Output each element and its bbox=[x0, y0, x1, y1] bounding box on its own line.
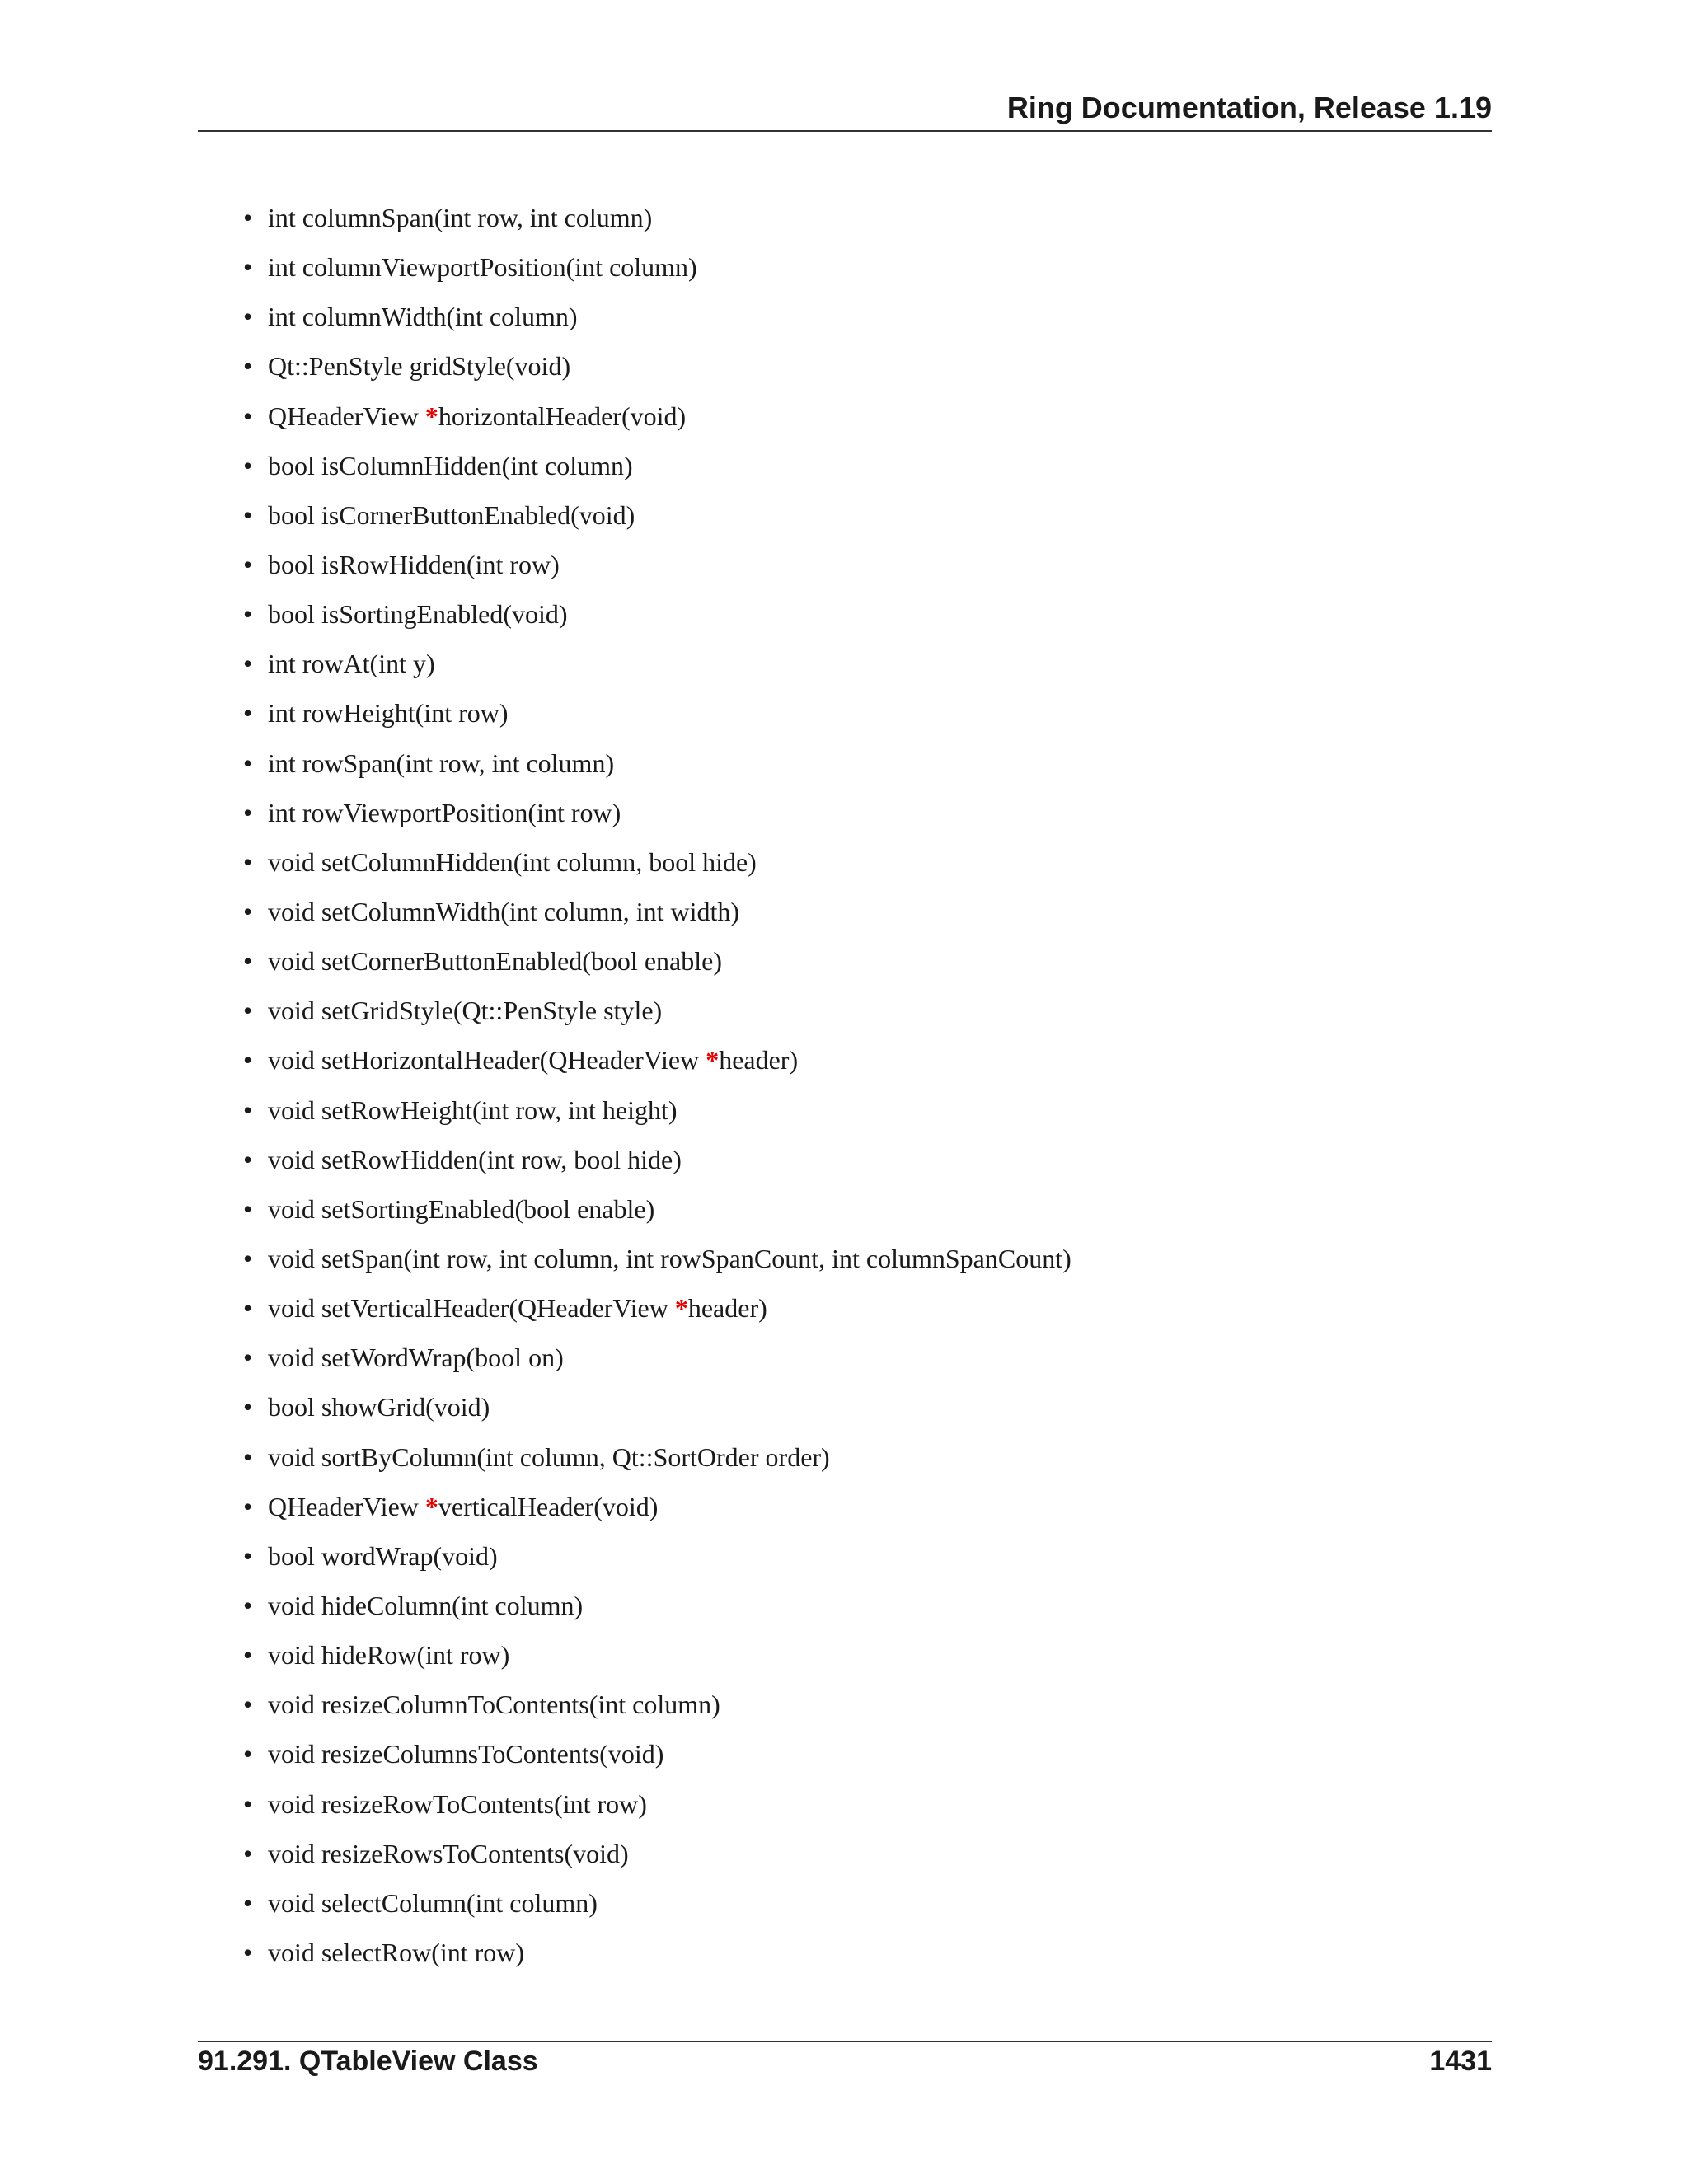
bullet-icon: • bbox=[243, 1540, 253, 1571]
list-item bbox=[0, 1729, 1688, 1779]
list-item bbox=[0, 1085, 1688, 1135]
list-item-text: void setHorizontalHeader(QHeaderView *header) bbox=[268, 1045, 799, 1076]
bullet-icon: • bbox=[243, 1441, 253, 1472]
list-item bbox=[0, 1482, 1688, 1531]
list-item bbox=[0, 738, 1688, 788]
bullet-icon: • bbox=[243, 1193, 253, 1224]
list-item-text: int columnWidth(int column) bbox=[268, 302, 578, 332]
list-item-text: QHeaderView *horizontalHeader(void) bbox=[268, 401, 687, 431]
list-item-text: int rowHeight(int row) bbox=[268, 698, 509, 729]
list-item bbox=[0, 589, 1688, 639]
list-item-text: void setRowHidden(int row, bool hide) bbox=[268, 1144, 682, 1174]
list-item bbox=[0, 1234, 1688, 1283]
bullet-icon: • bbox=[243, 302, 253, 332]
bullet-icon: • bbox=[243, 748, 253, 778]
list-item bbox=[0, 788, 1688, 837]
bullet-icon: • bbox=[243, 1739, 253, 1769]
list-item-text: void setWordWrap(bool on) bbox=[268, 1343, 564, 1373]
bullet-icon: • bbox=[243, 1045, 253, 1076]
list-item-text: bool isCornerButtonEnabled(void) bbox=[268, 499, 635, 530]
list-item-text: void setColumnHidden(int column, bool hide) bbox=[268, 846, 757, 877]
list-item-text: int columnSpan(int row, int column) bbox=[268, 203, 653, 232]
list-item-text: bool showGrid(void) bbox=[268, 1392, 490, 1422]
bullet-icon: • bbox=[243, 599, 253, 630]
list-item bbox=[0, 1531, 1688, 1581]
bullet-icon: • bbox=[243, 203, 253, 232]
page-header-title: Ring Documentation, Release 1.19 bbox=[1006, 91, 1492, 124]
list-item bbox=[0, 441, 1688, 490]
bullet-icon: • bbox=[243, 252, 253, 283]
bullet-icon: • bbox=[243, 1243, 253, 1273]
bullet-icon: • bbox=[243, 1293, 253, 1324]
bullet-icon: • bbox=[243, 1640, 253, 1671]
bullet-icon: • bbox=[243, 1838, 253, 1868]
list-item bbox=[0, 540, 1688, 589]
list-item-text: bool isColumnHidden(int column) bbox=[268, 450, 633, 480]
bullet-icon: • bbox=[243, 1094, 253, 1125]
bullet-icon: • bbox=[243, 1690, 253, 1720]
list-item-text: void setSpan(int row, int column, int rowSpanCount, int columnSpanCount) bbox=[268, 1243, 1071, 1273]
list-item-text: void sortByColumn(int column, Qt::SortOrder order) bbox=[268, 1441, 830, 1472]
bullet-icon: • bbox=[243, 1788, 253, 1819]
list-item-text: Qt::PenStyle gridStyle(void) bbox=[268, 351, 571, 382]
bullet-icon: • bbox=[243, 896, 253, 926]
list-item bbox=[0, 391, 1688, 441]
list-item-text: void setVerticalHeader(QHeaderView *header) bbox=[268, 1293, 767, 1324]
bullet-icon: • bbox=[243, 1590, 253, 1620]
list-item-text: void setColumnWidth(int column, int width) bbox=[268, 896, 740, 926]
list-item-text: int rowAt(int y) bbox=[268, 649, 435, 679]
bullet-icon: • bbox=[243, 549, 253, 579]
list-item bbox=[0, 837, 1688, 887]
list-item-text: void setSortingEnabled(bool enable) bbox=[268, 1193, 655, 1224]
list-item-text: bool isRowHidden(int row) bbox=[268, 549, 560, 579]
list-item bbox=[0, 1878, 1688, 1928]
list-item bbox=[0, 1680, 1688, 1729]
list-item bbox=[0, 292, 1688, 341]
list-item-text: void setRowHeight(int row, int height) bbox=[268, 1094, 678, 1125]
list-item bbox=[0, 887, 1688, 936]
bullet-icon: • bbox=[243, 1144, 253, 1174]
list-item-text: bool isSortingEnabled(void) bbox=[268, 599, 568, 630]
list-item-text: bool wordWrap(void) bbox=[268, 1540, 498, 1571]
list-item-text: QHeaderView *verticalHeader(void) bbox=[268, 1491, 659, 1521]
bullet-icon: • bbox=[243, 1343, 253, 1373]
list-item bbox=[0, 1630, 1688, 1680]
bullet-icon: • bbox=[243, 996, 253, 1026]
bullet-icon: • bbox=[243, 351, 253, 382]
list-item-text: void hideRow(int row) bbox=[268, 1640, 510, 1671]
list-item bbox=[0, 1283, 1688, 1333]
list-item-text: int rowViewportPosition(int row) bbox=[268, 797, 621, 827]
list-item-text: void resizeRowsToContents(void) bbox=[268, 1838, 629, 1868]
list-item-text: void selectRow(int row) bbox=[268, 1937, 525, 1967]
list-item-text: int rowSpan(int row, int column) bbox=[268, 748, 615, 778]
bullet-icon: • bbox=[243, 499, 253, 530]
bullet-icon: • bbox=[243, 1392, 253, 1422]
bullet-icon: • bbox=[243, 450, 253, 480]
list-item-text: void setCornerButtonEnabled(bool enable) bbox=[268, 946, 722, 977]
page-number: 1431 bbox=[1429, 2046, 1492, 2077]
list-item bbox=[0, 341, 1688, 391]
method-list bbox=[0, 193, 1688, 1977]
bullet-icon: • bbox=[243, 1887, 253, 1918]
bullet-icon: • bbox=[243, 698, 253, 729]
header-divider bbox=[198, 130, 1492, 132]
list-item-text: void resizeColumnsToContents(void) bbox=[268, 1739, 664, 1769]
bullet-icon: • bbox=[243, 846, 253, 877]
list-item bbox=[0, 688, 1688, 738]
list-item bbox=[0, 1581, 1688, 1630]
bullet-icon: • bbox=[243, 1937, 253, 1967]
list-item-text: void resizeRowToContents(int row) bbox=[268, 1788, 647, 1819]
list-item bbox=[0, 1135, 1688, 1184]
list-item bbox=[0, 1333, 1688, 1382]
list-item bbox=[0, 1779, 1688, 1829]
list-item bbox=[0, 490, 1688, 540]
footer-divider bbox=[198, 2041, 1492, 2042]
list-item bbox=[0, 986, 1688, 1035]
list-item-text: void hideColumn(int column) bbox=[268, 1590, 584, 1620]
bullet-icon: • bbox=[243, 797, 253, 827]
list-item-text: void selectColumn(int column) bbox=[268, 1887, 598, 1918]
bullet-icon: • bbox=[243, 1491, 253, 1521]
list-item bbox=[0, 242, 1688, 292]
list-item bbox=[0, 193, 1688, 242]
list-item bbox=[0, 1184, 1688, 1234]
list-item bbox=[0, 1382, 1688, 1432]
bullet-icon: • bbox=[243, 649, 253, 679]
list-item bbox=[0, 639, 1688, 688]
list-item-text: int columnViewportPosition(int column) bbox=[268, 252, 697, 283]
bullet-icon: • bbox=[243, 946, 253, 977]
list-item-text: void setGridStyle(Qt::PenStyle style) bbox=[268, 996, 663, 1026]
list-item bbox=[0, 1432, 1688, 1482]
list-item bbox=[0, 1829, 1688, 1878]
list-item bbox=[0, 1035, 1688, 1085]
bullet-icon: • bbox=[243, 401, 253, 431]
footer-section-title: 91.291. QTableView Class bbox=[198, 2046, 538, 2077]
list-item-text: void resizeColumnToContents(int column) bbox=[268, 1690, 720, 1720]
list-item bbox=[0, 936, 1688, 986]
list-item bbox=[0, 1928, 1688, 1977]
